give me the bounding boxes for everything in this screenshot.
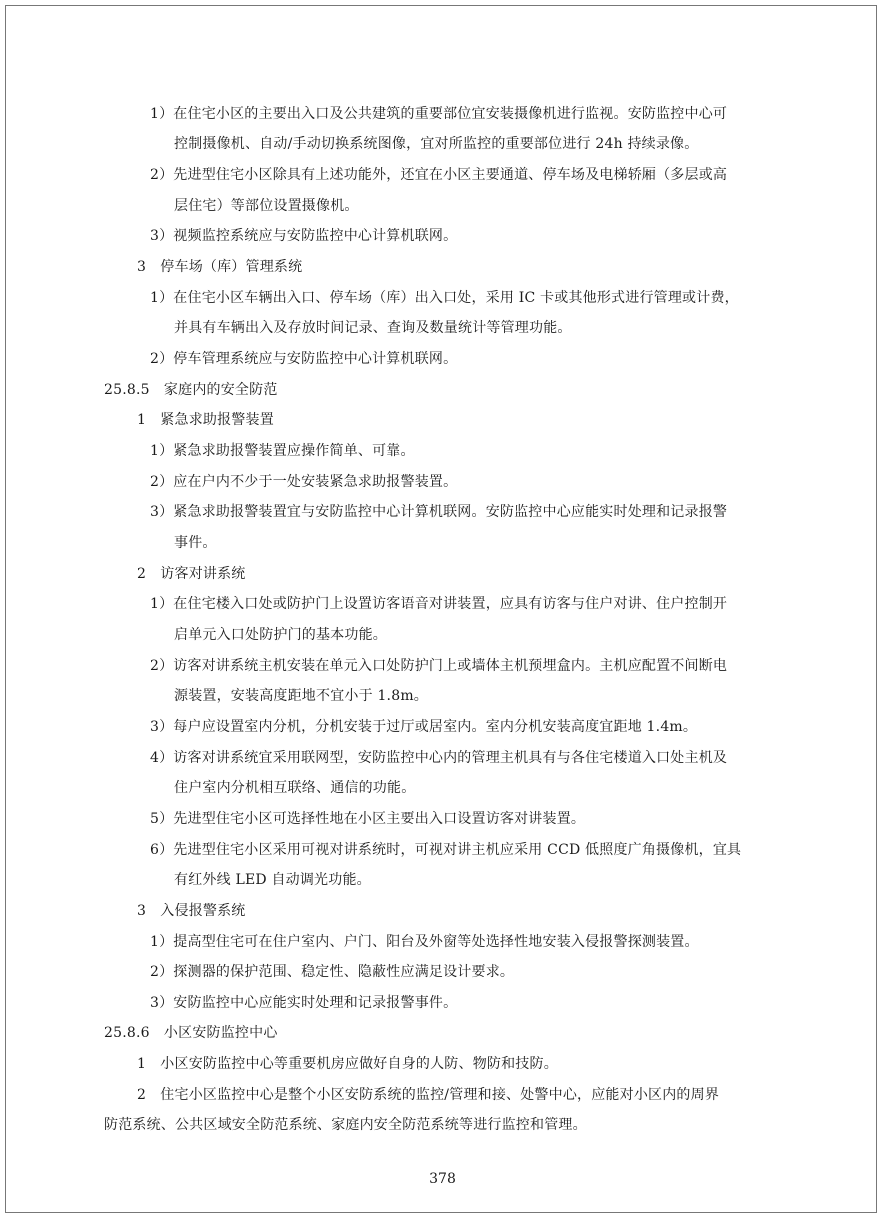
- text-line: 1）在住宅楼入口处或防护门上设置访客语音对讲装置，应具有访客与住户对讲、住户控制开: [150, 596, 728, 612]
- text-line: 3）安防监控中心应能实时处理和记录报警事件。: [150, 995, 458, 1011]
- text-line: 控制摄像机、自动/手动切换系统图像，宜对所监控的重要部位进行 24h 持续录像。: [174, 136, 699, 152]
- text-line: 6）先进型住宅小区采用可视对讲系统时，可视对讲主机应采用 CCD 低照度广角摄像机，宜具: [150, 842, 742, 858]
- text-line: 5）先进型住宅小区可选择性地在小区主要出入口设置访客对讲装置。: [150, 811, 586, 827]
- clause-heading: 25.8.5 家庭内的安全防范: [104, 382, 278, 398]
- text-line: 1）在住宅小区车辆出入口、停车场（库）出入口处，采用 IC 卡或其他形式进行管理或计费，: [150, 290, 739, 306]
- text-line: 住户室内分机相互联络、通信的功能。: [174, 780, 416, 796]
- text-line: 防范系统、公共区域安全防范系统、家庭内安全防范系统等进行监控和管理。: [104, 1117, 587, 1133]
- text-line: 2 住宅小区监控中心是整个小区安防系统的监控/管理和接、处警中心，应能对小区内的周界: [137, 1087, 720, 1103]
- text-line: 2）探测器的保护范围、稳定性、隐蔽性应满足设计要求。: [150, 964, 515, 980]
- text-line: 2）访客对讲系统主机安装在单元入口处防护门上或墙体主机预埋盒内。主机应配置不间断电: [150, 658, 728, 674]
- text-line: 1）在住宅小区的主要出入口及公共建筑的重要部位宜安装摄像机进行监视。安防监控中心可: [150, 106, 728, 122]
- text-line: 3）视频监控系统应与安防监控中心计算机联网。: [150, 228, 458, 244]
- text-line: 源装置，安装高度距地不宜小于 1.8m。: [174, 688, 428, 704]
- page-number: 378: [429, 1171, 456, 1187]
- text-line: 2）先进型住宅小区除具有上述功能外，还宜在小区主要通道、停车场及电梯轿厢（多层或高: [150, 167, 728, 183]
- section-heading: 3 停车场（库）管理系统: [137, 259, 303, 275]
- text-line: 层住宅）等部位设置摄像机。: [174, 198, 359, 214]
- text-line: 3）紧急求助报警装置宜与安防监控中心计算机联网。安防监控中心应能实时处理和记录报警: [150, 504, 728, 520]
- text-line: 2）停车管理系统应与安防监控中心计算机联网。: [150, 351, 458, 367]
- clause-heading: 25.8.6 小区安防监控中心: [104, 1025, 278, 1041]
- section-heading: 1 紧急求助报警装置: [137, 412, 274, 428]
- text-line: 2）应在户内不少于一处安装紧急求助报警装置。: [150, 474, 458, 490]
- section-heading: 2 访客对讲系统: [137, 566, 246, 582]
- text-line: 3）每户应设置室内分机，分机安装于过厅或居室内。室内分机安装高度宜距地 1.4m。: [150, 719, 698, 735]
- text-line: 1）提高型住宅可在住户室内、户门、阳台及外窗等处选择性地安装入侵报警探测装置。: [150, 934, 699, 950]
- text-line: 事件。: [174, 535, 217, 551]
- text-line: 4）访客对讲系统宜采用联网型，安防监控中心内的管理主机具有与各住宅楼道入口处主机及: [150, 750, 728, 766]
- text-line: 有红外线 LED 自动调光功能。: [174, 872, 371, 888]
- text-line: 1）紧急求助报警装置应操作简单、可靠。: [150, 443, 415, 459]
- text-line: 启单元入口处防护门的基本功能。: [174, 627, 387, 643]
- section-heading: 3 入侵报警系统: [137, 903, 246, 919]
- text-line: 1 小区安防监控中心等重要机房应做好自身的人防、物防和技防。: [137, 1056, 558, 1072]
- text-line: 并具有车辆出入及存放时间记录、查询及数量统计等管理功能。: [174, 320, 572, 336]
